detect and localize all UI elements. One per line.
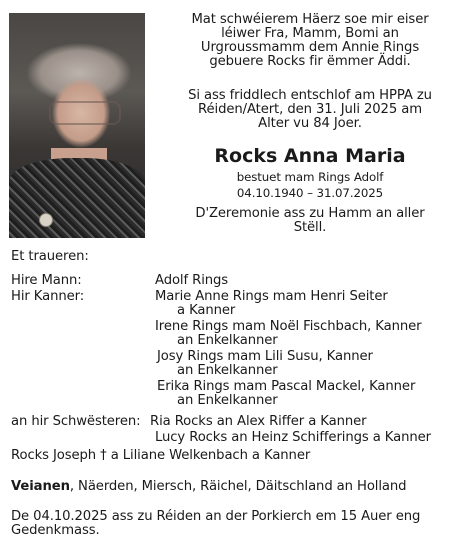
child-4-sub: an Enkelkanner: [177, 393, 278, 408]
photo-glasses: [49, 101, 121, 125]
married-name: bestuet mam Rings Adolf: [236, 170, 384, 184]
child-3: Josy Rings mam Lili Susu, Kanner: [157, 349, 373, 364]
husband-name: Adolf Rings: [155, 273, 229, 288]
brother-line: Rocks Joseph † a Liliane Welkenbach a Kanner: [11, 448, 311, 463]
passing-line-1: Si ass friddlech entschlof am HPPA zu: [188, 88, 432, 103]
child-1-sub: a Kanner: [177, 303, 236, 318]
passing-line-2: Réiden/Atert, den 31. Juli 2025 am: [198, 102, 422, 117]
intro-line-1: Mat schwéierem Häerz soe mir eiser: [191, 12, 429, 27]
sisters-label: an hir Schwësteren:: [11, 414, 141, 429]
mass-line-1: De 04.10.2025 ass zu Réiden an der Porkierch em 15 Auer eng: [11, 509, 421, 524]
child-4: Erika Rings mam Pascal Mackel, Kanner: [157, 379, 416, 394]
intro-line-3: Urgroussmamm dem Annie Rings: [200, 40, 420, 55]
life-dates: 04.10.1940 – 31.07.2025: [236, 186, 384, 200]
child-3-sub: an Enkelkanner: [177, 363, 278, 378]
intro-line-4: gebuere Rocks fir ëmmer Äddi.: [209, 54, 411, 69]
children-label: Hir Kanner:: [11, 289, 85, 304]
portrait-photo: [9, 13, 145, 238]
husband-label: Hire Mann:: [11, 273, 82, 288]
child-1: Marie Anne Rings mam Henri Seiter: [155, 289, 388, 304]
ceremony-line-1: D'Zeremonie ass zu Hamm an aller: [195, 206, 425, 221]
photo-pendant: [39, 213, 53, 227]
places-rest: , Näerden, Miersch, Räichel, Däitschland an Holland: [69, 479, 407, 494]
ceremony-line-2: Stëll.: [293, 220, 327, 235]
mass-line-2: Gedenkmass.: [11, 523, 100, 538]
sister-1: Ria Rocks an Alex Riffer a Kanner: [150, 414, 367, 429]
mourners-heading: Et traueren:: [11, 249, 89, 264]
sister-2: Lucy Rocks an Heinz Schifferings a Kanner: [155, 430, 431, 445]
places-bold: Veianen: [11, 479, 70, 494]
photo-shirt: [9, 158, 145, 238]
passing-line-3: Alter vu 84 Joer.: [258, 116, 362, 131]
child-2-sub: an Enkelkanner: [177, 333, 278, 348]
child-2: Irene Rings mam Noël Fischbach, Kanner: [155, 319, 422, 334]
deceased-name: Rocks Anna Maria: [214, 145, 406, 167]
places-line: [11, 480, 406, 494]
intro-line-2: léiwer Fra, Mamm, Bomi an: [221, 26, 399, 41]
